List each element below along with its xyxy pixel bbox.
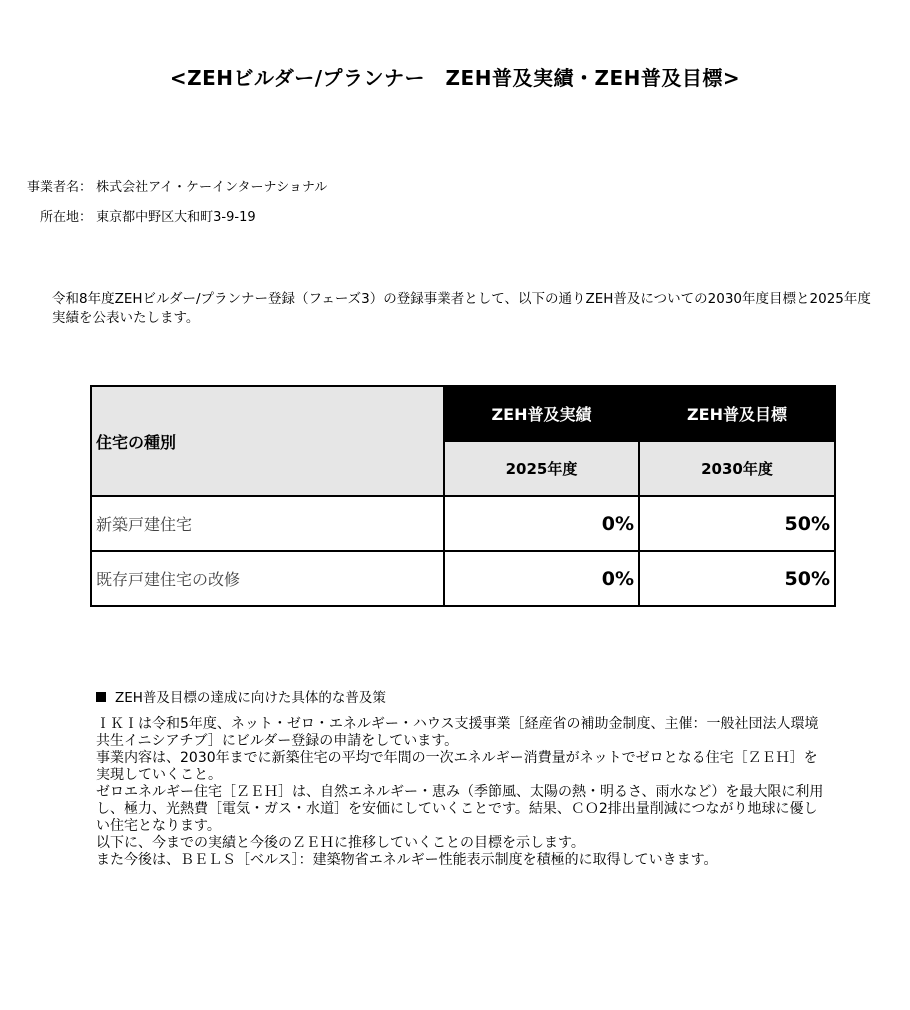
- company-label: 事業者名：: [26, 180, 92, 195]
- address-row: [12, 206, 256, 225]
- measures-paragraph: ＩＫＩは令和5年度、ネット・ゼロ・エネルギー・ハウス支援事業［経産省の補助金制度、主催：一般社団法人環境共生イニシアチブ］にビルダー登録の申請をしています。: [96, 716, 819, 749]
- measures-heading: [96, 686, 386, 706]
- square-bullet-icon: [96, 692, 106, 702]
- intro-paragraph: 令和8年度ZEHビルダー/プランナー登録（フェーズ3）の登録事業者として、以下の通りZEH普及についての2030年度目標と2025年度実績を公表いたします。: [52, 291, 871, 326]
- row-label: 既存戸建住宅の改修: [91, 551, 444, 606]
- target-value: 50%: [639, 551, 835, 606]
- measures-paragraph: また今後は、ＢＥＬＳ［ベルス］：建築物省エネルギー性能表示制度を積極的に取得していきます。: [96, 852, 718, 868]
- target-year-header: 2030年度: [639, 441, 835, 496]
- measures-paragraph: 以下に、今までの実績と今後のＺＥＨに推移していくことの目標を示します。: [96, 835, 585, 851]
- housing-type-header: 住宅の種別: [91, 386, 444, 496]
- target-header: ZEH普及目標: [639, 386, 835, 441]
- measures-body: [96, 716, 826, 869]
- zeh-table: [90, 385, 836, 607]
- row-label: 新築戸建住宅: [91, 496, 444, 551]
- measures-paragraph: ゼロエネルギー住宅［ＺＥＨ］は、自然エネルギー・恵み（季節風、太陽の熱・明るさ、雨水など）を最大限に利用し、極力、光熱費［電気・ガス・水道］を安価にしていくことです。結果、ＣＯ2排出量削減につながり地球に優しい住宅となります。: [96, 784, 824, 834]
- page-title: <ZEHビルダー/プランナー ZEH普及実績・ZEH普及目標>: [169, 66, 741, 90]
- company-name: 株式会社アイ・ケーインターナショナル: [96, 180, 328, 195]
- target-value: 50%: [639, 496, 835, 551]
- address-value: 東京都中野区大和町3-9-19: [96, 210, 256, 225]
- table-row: [91, 496, 835, 551]
- actual-value: 0%: [444, 551, 639, 606]
- table-row: [91, 551, 835, 606]
- actual-header: ZEH普及実績: [444, 386, 639, 441]
- company-row: [12, 176, 327, 195]
- measures-title: ZEH普及目標の達成に向けた具体的な普及策: [115, 690, 386, 706]
- actual-year-header: 2025年度: [444, 441, 639, 496]
- actual-value: 0%: [444, 496, 639, 551]
- address-label: 所在地：: [39, 210, 92, 225]
- measures-paragraph: 事業内容は、2030年までに新築住宅の平均で年間の一次エネルギー消費量がネットでゼロとなる住宅［ＺＥＨ］を実現していくこと。: [96, 750, 818, 783]
